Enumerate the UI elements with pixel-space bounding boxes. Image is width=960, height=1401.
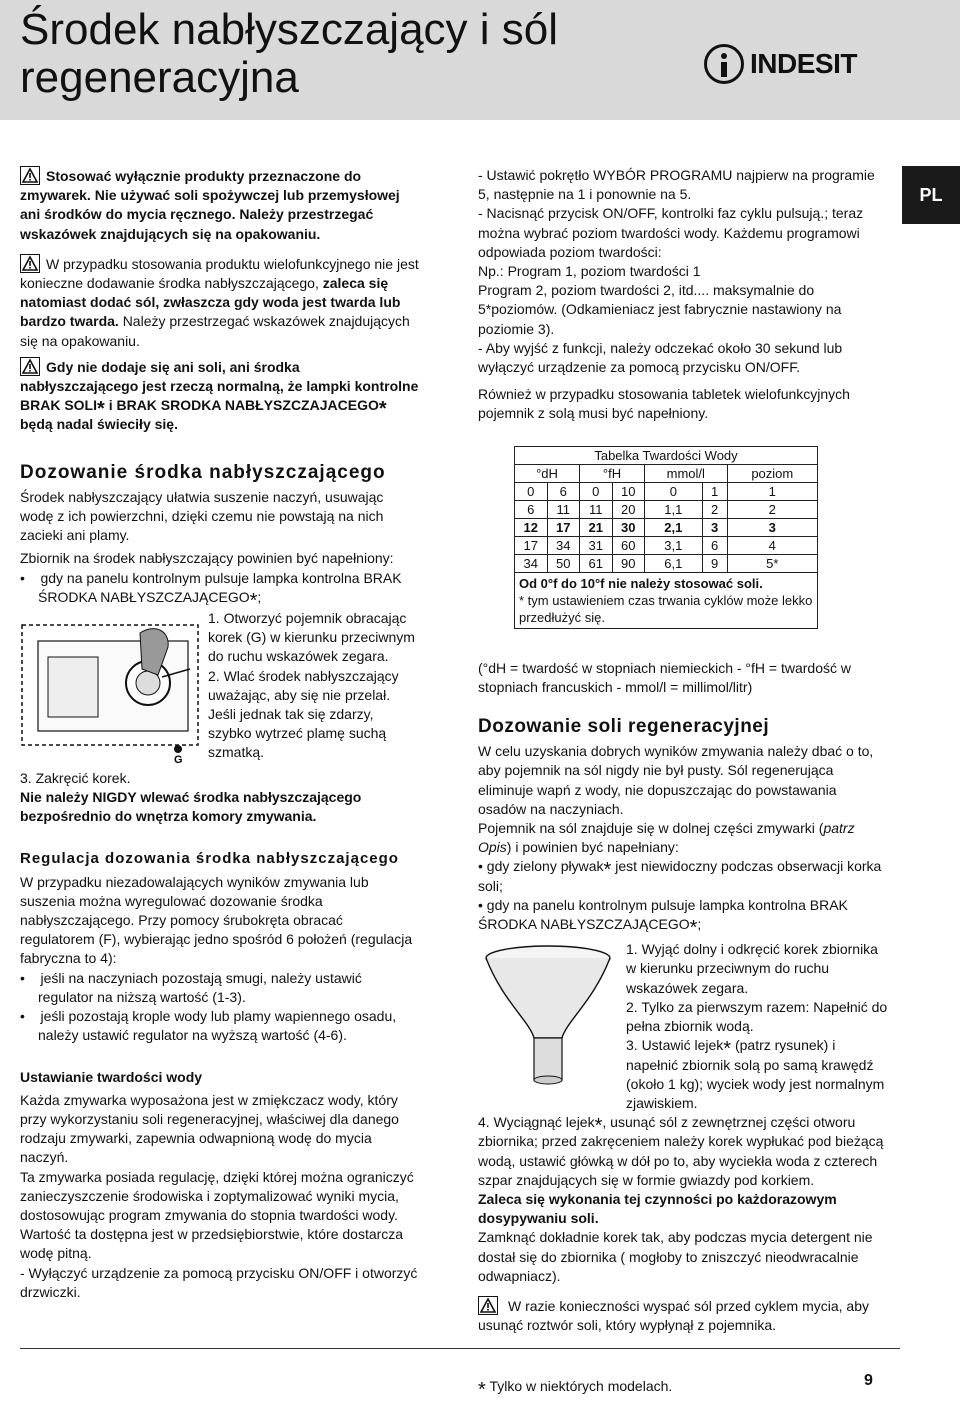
rinse-aid-bullet: • gdy na panelu kontrolnym pulsuje lampka kontrolna BRAK ŚRODKA NABŁYSZCZAJĄCEGO*; [20, 569, 402, 612]
hardness-p2: Ta zmywarka posiada regulację, dzięki której można ograniczyć zanieczyszczenie środowiska i zoptymalizować wyniki mycia, dostosowując program zmywania do stopnia twardości wody. Wartość ta dostępna jest w przedsiębiorstwie, które dostarcza wodę pitną. [20, 1168, 414, 1262]
salt-recommendation: Zaleca się wykonania tej czynności po każdorazowym dosypywaniu soli. [478, 1190, 837, 1227]
brand-logo [704, 44, 857, 84]
rinse-aid-dispenser-figure [20, 613, 200, 765]
warning-lamps: Gdy nie dodaje się ani soli, ani środka nabłyszczającego jest rzeczą normalną, że lampki kontrolne BRAK SOLI* i BRAK SRODKA NABŁYSZCZAJACEGO* będą nadal świeciły się. [20, 358, 419, 433]
footer-divider [20, 1348, 900, 1349]
regulation-heading: Regulacja dozowania środka nabłyszczającego [20, 849, 399, 867]
table-note: Od 0°f do 10°f nie należy stosować soli. * tym ustawieniem czas trwania cyklów może lekko przedłużyć się. [515, 572, 818, 628]
table-row: 34 50 61 90 6,1 9 5* [515, 554, 818, 572]
logo-i-icon [704, 44, 744, 84]
salt-bullet-1: • gdy zielony pływak* jest niewidoczny podczas obserwacji korka soli; [478, 858, 882, 894]
language-tab: PL [902, 166, 960, 224]
brand-name: INDESIT [750, 48, 857, 79]
table-row: 17 34 31 60 3,1 6 4 [515, 536, 818, 554]
hardness-p3: - Wyłączyć urządzenie za pomocą przycisku ON/OFF i otworzyć drzwiczki. [20, 1264, 418, 1300]
salt-bullet-2: • gdy na panelu kontrolnym pulsuje lampka kontrolna BRAK ŚRODKA NABŁYSZCZAJĄCEGO*; [478, 896, 848, 940]
warning-icon [20, 166, 40, 185]
right-column [478, 166, 888, 1335]
salt-step-4: 4. Wyciągnąć lejek*, usunąć sól z zewnętrznej części otworu zbiornika; przed zakręceniem należy korek wypłukać pod bieżącą wodą, ustawić główką w dół po to, aby wyciekła woda z czterech szpar znajdujących się w formie gwiazdy pod korkiem. [478, 1114, 884, 1188]
warning-icon [20, 254, 40, 273]
rinse-aid-intro: Środek nabłyszczający ułatwia suszenie naczyń, usuwając wodę z ich powierzchni, dzięki czemu nie powstają na nich zacieki ani plamy. [20, 488, 384, 544]
warning-products: Stosować wyłącznie produkty przeznaczone do zmywarek. Nie używać soli spożywczej lub przemysłowej ani środków do mycia ręcznego. Należy przestrzegać wskazówek znajdujących się na opakowaniu. [20, 168, 400, 242]
rinse-aid-heading: Dozowanie środka nabłyszczającego [20, 461, 386, 483]
regulation-intro: W przypadku niezadowalających wyników zmywania lub suszenia można wyregulować dozowanie środka nabłyszczającego. Przy pomocy śrubokręta obracać regulatorem (F), wybierając jedno spośród 6 położeń (regulacja fabryczna to 4): [20, 873, 413, 967]
regulation-bullet-1: • jeśli na naczyniach pozostają smugi, należy ustawić regulator na niższą wartość (1-3). [20, 969, 362, 1005]
hardness-step-4: Program 2, poziom twardości 2, itd.... maksymalnie do 5*poziomów. (Odkamieniacz jest fabrycznie nastawiony na poziomie 3). [478, 282, 842, 337]
table-title: Tabelka Twardości Wody [515, 446, 818, 464]
salt-funnel-figure [478, 940, 618, 1095]
salt-steps [478, 940, 888, 1113]
table-row: 6 11 11 20 1,1 2 2 [515, 500, 818, 518]
rinse-aid-step-1: 1. Otworzyć pojemnik obracając korek (G) w kierunku przeciwnym do ruchu wskazówek zegara. [208, 610, 415, 665]
hardness-step-1: - Ustawić pokrętło WYBÓR PROGRAMU najpierw na programie 5, następnie na 1 i ponownie na 5. [478, 167, 875, 203]
hardness-step-2: - Nacisnąć przycisk ON/OFF, kontrolki faz cyklu pulsują.; teraz można wybrać poziom twardości wody. Każdemu programowi odpowiada poziom twardości: [478, 205, 864, 260]
salt-location: Pojemnik na sól znajduje się w dolnej części zmywarki (patrz Opis) i powinien być napełniany: [478, 820, 855, 856]
hardness-step-3: Np.: Program 1, poziom twardości 1 [478, 263, 701, 280]
page-title: Środek nabłyszczający i sól regeneracyjna [20, 5, 559, 102]
hardness-heading: Ustawianie twardości wody [20, 1068, 203, 1085]
warning-icon [478, 1296, 498, 1315]
table-header: mmol/l [645, 464, 728, 482]
table-header: poziom [727, 464, 817, 482]
salt-step-1: 1. Wyjąć dolny i odkręcić korek zbiornika w kierunku przeciwnym do ruchu wskazówek zegara. [626, 941, 878, 996]
salt-step-3: 3. Ustawić lejek* (patrz rysunek) i napełnić zbiornik solą po samą krawędź (około 1 kg); wyciek wody jest normalnym zjawiskiem. [626, 1037, 885, 1111]
hardness-step-5: - Aby wyjść z funkcji, należy odczekać około 30 sekund lub wyłączyć urządzenie za pomocą przycisku ON/OFF. [478, 339, 843, 376]
salt-step-2: 2. Tylko za pierwszym razem: Napełnić do pełna zbiornik wodą. [626, 998, 888, 1035]
tablet-note: Również w przypadku stosowania tabletek wielofunkcyjnych pojemnik z solą musi być napełniony. [478, 386, 850, 422]
page-number: 9 [864, 1372, 873, 1389]
footer-note: * Tylko w niektórych modelach. [478, 1378, 673, 1401]
table-row: 0 6 0 10 0 1 1 [515, 482, 818, 500]
salt-close: Zamknąć dokładnie korek tak, aby podczas mycia detergent nie dostał się do zbiornika ( mogłoby to zniszczyć nieodwracalnie odwapniacz). [478, 1229, 873, 1284]
table-row: 12 17 21 30 2,1 3 3 [515, 518, 818, 536]
table-header: °dH [515, 464, 580, 482]
table-header: °fH [580, 464, 645, 482]
salt-heading: Dozowanie soli regeneracyjnej [478, 716, 770, 738]
water-hardness-table [514, 446, 818, 629]
rinse-aid-step-2: 2. Wlać środek nabłyszczający uważając, aby się nie przelał. Jeśli jednak tak się zdarzy, szybko wytrzeć plamę suchą szmatką. [208, 667, 399, 761]
units-note: (°dH = twardość w stopniach niemieckich - °fH = twardość w stopniach francuskich - mmol/l = millimol/litr) [478, 659, 851, 695]
rinse-aid-fill: Zbiornik na środek nabłyszczający powinien być napełniony: [20, 550, 394, 567]
regulation-bullet-2: • jeśli pozostają krople wody lub plamy wapiennego osadu, należy ustawić regulator na wyższą wartość (4-6). [20, 1008, 397, 1044]
hardness-p1: Każda zmywarka wyposażona jest w zmiękczacz wody, który przy wykorzystaniu soli regeneracyjnej, właściwej dla danego rodzaju zmywarki, zapewnia odwapnioną wodę do mycia naczyń. [20, 1091, 399, 1166]
page-header [0, 0, 960, 120]
rinse-aid-step-3: 3. Zakręcić korek. [20, 770, 131, 787]
left-column [20, 166, 420, 1302]
warning-multifunction: W przypadku stosowania produktu wielofunkcyjnego nie jest konieczne dodawanie środka nabłyszczającego, zaleca się natomiast dodać sól, zwłaszcza gdy woda jest twarda lub bardzo twarda. Należy przestrzegać wskazówek znajdujących się na opakowaniu. [20, 255, 419, 349]
warning-icon [20, 357, 40, 376]
figure-label-g: G [174, 754, 183, 766]
rinse-aid-warning: Nie należy NIGDY wlewać środka nabłyszczającego bezpośrednio do wnętrza komory zmywania. [20, 789, 362, 825]
rinse-aid-steps [20, 609, 420, 769]
salt-intro: W celu uzyskania dobrych wyników zmywania należy dbać o to, aby pojemnik na sól nigdy nie był pusty. Sól regenerująca eliminuje wapń z wody, nie dopuszczając do powstawania osadów na naczyniach. [478, 743, 874, 817]
salt-warning: W razie konieczności wyspać sól przed cyklem mycia, aby usunąć roztwór soli, który wypłynął z pojemnika. [478, 1297, 870, 1334]
